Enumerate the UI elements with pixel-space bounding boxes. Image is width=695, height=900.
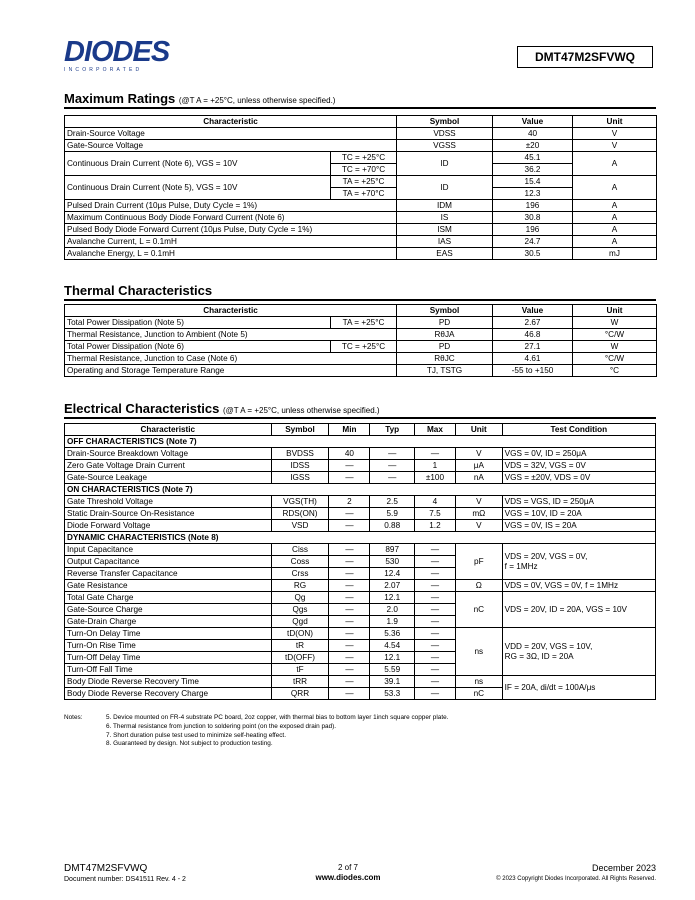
table-row: Drain-Source Breakdown Voltage BVDSS 40 — — V VGS = 0V, ID = 250μA — [65, 448, 656, 460]
table-row: Turn-Off Delay Time tD(OFF) — 12.1 — — [65, 652, 656, 664]
section-rule — [64, 107, 656, 109]
part-number-box: DMT47M2SFVWQ — [517, 46, 653, 68]
table-row: Total Power Dissipation (Note 5) TA = +25°C PD 2.67 W — [65, 317, 657, 329]
table-row: Avalanche Current, L = 0.1mH IAS 24.7 A — [65, 236, 657, 248]
diodes-logo — [64, 38, 184, 74]
footer-doc: Document number: DS41511 Rev. 4 - 2 — [64, 876, 186, 883]
max-ratings-table — [64, 115, 657, 260]
table-row: Operating and Storage Temperature Range TJ, TSTG -55 to +150 °C — [65, 365, 657, 377]
section-rule — [64, 299, 656, 301]
notes-lines — [106, 714, 448, 749]
thermal-table: Characteristic Symbol Value Unit Total Power Dissipation (Note 5) TA = +25°C PD 2.67 W Thermal Resistance, Junction to Ambient (Note 5) RθJA 46.8 °C/W Total Power Dissipation (Note 6) TC = +25°C PD 27.1 W Thermal Resistance, Junction to Case (Note 6) RθJC 4.61 °C/W Operating and Storage Temperature Range TJ, TSTG -55 to +150 °C — [64, 304, 657, 377]
table-row: Total Power Dissipation (Note 6) TC = +25°C PD 27.1 W — [65, 341, 657, 353]
table-row: Body Diode Reverse Recovery Time tRR — 39.1 — ns IF = 20A, di/dt = 100A/μs — [65, 676, 656, 688]
max-ratings-title — [64, 91, 335, 106]
note-8: 8. Guaranteed by design. Not subject to production testing. — [106, 740, 273, 748]
thermal-title: Thermal Characteristics — [64, 283, 213, 298]
table-row: Gate Threshold Voltage VGS(TH) 2 2.5 4 V VDS = VGS, ID = 250μA — [65, 496, 656, 508]
table-row: Input Capacitance Ciss — 897 — pF VDS = 20V, VGS = 0V, f = 1MHz — [65, 544, 656, 556]
table-row: Gate-Source Leakage IGSS — — ±100 nA VGS = ±20V, VDS = 0V — [65, 472, 656, 484]
col-characteristic: Characteristic — [65, 116, 397, 128]
table-row: Thermal Resistance, Junction to Case (Note 6) RθJC 4.61 °C/W — [65, 353, 657, 365]
table-row: Total Gate Charge Qg — 12.1 — nC VDS = 20V, ID = 20A, VGS = 10V — [65, 592, 656, 604]
logo-text: DIODES — [64, 36, 170, 68]
table-row: Continuous Drain Current (Note 5), VGS = 10V TA = +25°C ID 15.4 A — [65, 176, 657, 188]
table-row: TC = +70°C 36.2 — [65, 164, 657, 176]
table-row: Turn-On Delay Time tD(ON) — 5.36 — ns VDD = 20V, VGS = 10V, RG = 3Ω, ID = 20A — [65, 628, 656, 640]
col-value: Value — [493, 116, 573, 128]
notes-label: Notes: — [64, 714, 83, 721]
note-5: 5. Device mounted on FR-4 substrate PC board, 2oz copper, with thermal bias to bottom layer 1inch square copper plate. — [106, 714, 449, 721]
table-row: Zero Gate Voltage Drain Current IDSS — — 1 μA VDS = 32V, VGS = 0V — [65, 460, 656, 472]
col-unit: Unit — [573, 116, 657, 128]
table-row: Output Capacitance Coss — 530 — — [65, 556, 656, 568]
table-row: Pulsed Body Diode Forward Current (10μs Pulse, Duty Cycle = 1%) ISM 196 A — [65, 224, 657, 236]
table-row: Pulsed Drain Current (10μs Pulse, Duty Cycle = 1%) IDM 196 A — [65, 200, 657, 212]
electrical-title — [64, 401, 380, 416]
note-6: 6. Thermal resistance from junction to soldering point (on the exposed drain pad). — [106, 722, 337, 730]
max-ratings-condition: (@T A = +25°C, unless otherwise specified.) — [178, 96, 336, 105]
footer-url[interactable]: www.diodes.com — [315, 873, 381, 882]
footer-part: DMT47M2SFVWQ — [64, 863, 148, 874]
section-rule — [64, 417, 656, 419]
table-row: Gate-Source Voltage VGSS ±20 V — [65, 140, 657, 152]
table-row: Gate-Source Charge Qgs — 2.0 — — [65, 604, 656, 616]
table-row: Diode Forward Voltage VSD — 0.88 1.2 V VGS = 0V, IS = 20A — [65, 520, 656, 532]
footer-page: 2 of 7 — [337, 863, 358, 872]
footer-copyright: © 2023 Copyright Diodes Incorporated. All Rights Reserved. — [496, 876, 656, 882]
electrical-condition: (@T A = +25°C, unless otherwise specified.) — [223, 406, 380, 415]
on-characteristics-header: ON CHARACTERISTICS (Note 7) — [65, 484, 656, 496]
table-row: Turn-On Rise Time tR — 4.54 — — [65, 640, 656, 652]
footer-date: December 2023 — [591, 863, 656, 873]
electrical-heading: Electrical Characteristics — [64, 401, 220, 416]
table-row: Drain-Source Voltage VDSS 40 V — [65, 128, 657, 140]
table-row: Body Diode Reverse Recovery Charge QRR — 53.3 — nC — [65, 688, 656, 700]
table-row: TA = +70°C 12.3 — [65, 188, 657, 200]
col-symbol: Symbol — [397, 116, 493, 128]
electrical-table: Characteristic Symbol Min Typ Max Unit Test Condition OFF CHARACTERISTICS (Note 7) Drain-Source Breakdown Voltage BVDSS 40 — — V VGS = 0V, ID = 250μA Zero Gate Voltage Drain Current IDSS — — 1 μA VDS = 32V, VGS = 0V Gate-Source Leakage IGSS — — ±100 nA VGS = ±20V, VDS = 0V ON CHARACTERISTICS (Note 7) Gate Threshold Voltage VGS(TH) 2 2.5 4 V VDS = VGS, ID = 250μA Static Drain-Source On-Resistance RDS(ON) — 5.9 7.5 mΩ VGS = 10V, ID = 20A Diode Forward Voltage VSD — 0.88 1.2 V VGS = 0V, IS = 20A DYNAMIC CHARACTERISTICS (Note 8) Input Capacitance Ciss — 897 — pF VDS = 20V, VGS = 0V, f = 1MHz Output Capacitance Coss — 530 — Reverse Transfer Capacitance Crss — 12.4 — Gate Resistance RG — 2.07 — Ω VDS = 0V, VGS = 0V, f = 1MHz Total Gate Charge Qg — 12.1 — nC VDS = 20V, ID = 20A, VGS = 10V Gate-Source Charge Qgs — 2.0 — Gate-Drain Charge Qgd — 1.9 — Turn-On Delay Time tD(ON) — 5.36 — ns VDD = 20V, VGS = 10V, RG = 3Ω, ID = 20A Turn-On Rise Time tR — 4.54 — Turn-Off Delay Time tD(OFF) — 12.1 — Turn-Off Fall Time tF — 5.59 — Body Diode Reverse Recovery Time tRR — 39.1 — ns IF = 20A, di/dt = 100A/μs Body Diode Reverse Recovery Charge QRR — 53.3 — nC — [64, 423, 656, 700]
dynamic-characteristics-header: DYNAMIC CHARACTERISTICS (Note 8) — [65, 532, 656, 544]
table-row: Avalanche Energy, L = 0.1mH EAS 30.5 mJ — [65, 248, 657, 260]
table-row: Turn-Off Fall Time tF — 5.59 — — [65, 664, 656, 676]
table-row: Thermal Resistance, Junction to Ambient (Note 5) RθJA 46.8 °C/W — [65, 329, 657, 341]
table-row: Reverse Transfer Capacitance Crss — 12.4 — — [65, 568, 656, 580]
table-row: Static Drain-Source On-Resistance RDS(ON) — 5.9 7.5 mΩ VGS = 10V, ID = 20A — [65, 508, 656, 520]
logo-subtext: INCORPORATED — [64, 67, 143, 73]
table-row: Gate Resistance RG — 2.07 — Ω VDS = 0V, VGS = 0V, f = 1MHz — [65, 580, 656, 592]
max-ratings-heading: Maximum Ratings — [64, 91, 176, 106]
note-7: 7. Short duration pulse test used to minimize self-heating effect. — [106, 731, 286, 739]
table-row: Continuous Drain Current (Note 6), VGS = 10V TC = +25°C ID 45.1 A — [65, 152, 657, 164]
off-characteristics-header: OFF CHARACTERISTICS (Note 7) — [65, 436, 656, 448]
table-row: Maximum Continuous Body Diode Forward Current (Note 6) IS 30.8 A — [65, 212, 657, 224]
table-row: Gate-Drain Charge Qgd — 1.9 — — [65, 616, 656, 628]
